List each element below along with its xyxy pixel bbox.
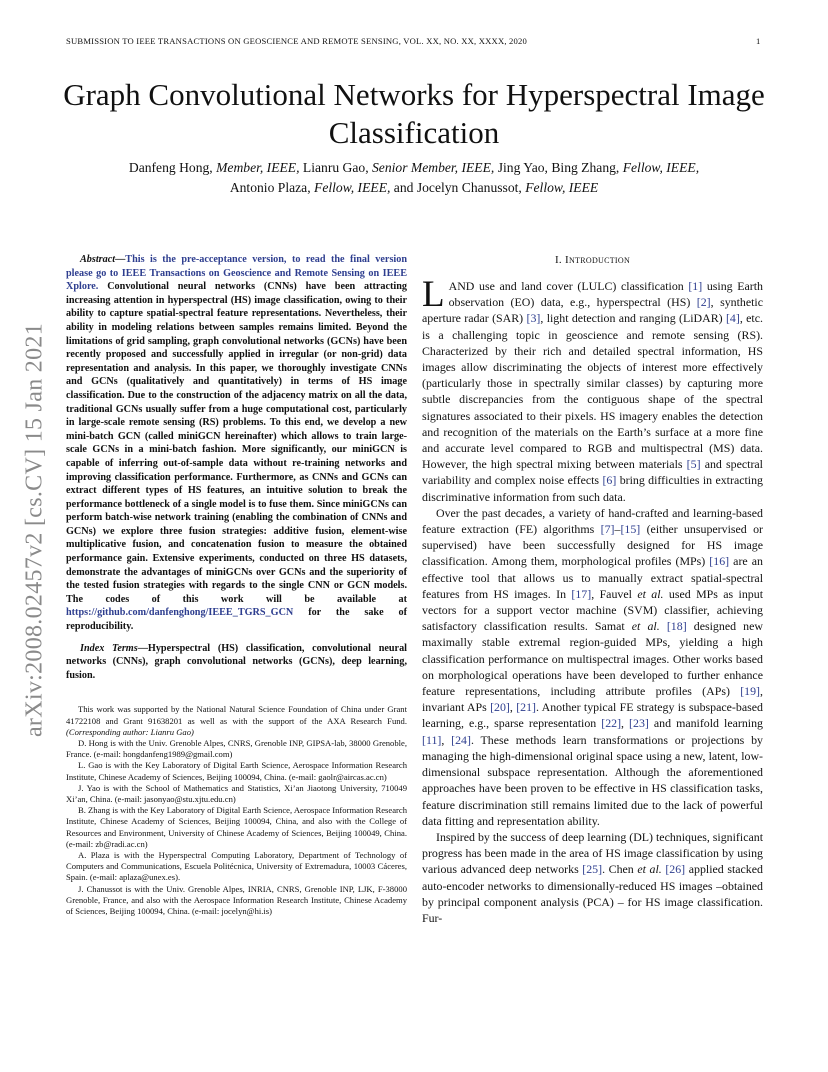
citation-link[interactable]: [5] <box>686 457 701 472</box>
et-al: et al. <box>637 586 664 601</box>
left-column <box>66 253 407 917</box>
text-run: , <box>621 716 630 731</box>
abstract-label: Abstract <box>80 254 116 265</box>
citation-link[interactable]: [17] <box>571 586 592 601</box>
footnote-chanussot: J. Chanussot is with the Univ. Grenoble Alpes, INRIA, CNRS, Grenoble INP, LJK, F-38000 Grenoble, France, and also with the Aerospace Information Research Institute, Chinese Academy of Sciences, Beijing 100094, China. (e-mail: jocelyn@hi.is) <box>66 883 407 917</box>
footnote-hong: D. Hong is with the Univ. Grenoble Alpes, CNRS, Grenoble INP, GIPSA-lab, 38000 Grenoble, France. (e-mail: hongdanfeng1989@gmail.com) <box>66 738 407 760</box>
citation-link[interactable]: [22] <box>601 716 622 731</box>
text-run: used MPs as input vectors for a support vector machine (SVM) classifier, achieving satisfactory classification results. Samat <box>422 586 763 634</box>
section-number: I. <box>554 254 566 266</box>
citation-link[interactable]: [6] <box>602 473 617 488</box>
text-run: . These methods learn transformations or projections by managing the high-dimensional original space using a new, latent, low-dimensional subspace representation. Although the aforementioned approaches have been proven to be effective in HS classification tasks, feature discrimination still remains limited due to the lack of powerful data fitting and representation ability. <box>422 732 763 828</box>
author-chanussot: and Jocelyn Chanussot, <box>390 180 526 195</box>
author-list <box>40 158 788 198</box>
text-run: – <box>614 522 621 537</box>
citation-link[interactable]: [24] <box>451 732 471 747</box>
author-gao-role: Senior Member, IEEE, <box>372 160 495 175</box>
intro-paragraph-2 <box>422 505 763 829</box>
citation-link[interactable]: [19] <box>740 684 761 699</box>
author-gao: Lianru Gao, <box>299 160 372 175</box>
author-hong-role: Member, IEEE, <box>216 160 300 175</box>
citation-link[interactable]: [15] <box>620 522 641 537</box>
footnote-plaza: A. Plaza is with the Hyperspectral Computing Laboratory, Department of Technology of Computers and Communications, Escuela Politécnica, University of Extremadura, 10003 Cáceres, Spain. (e-mail: aplaza@unex.es). <box>66 850 407 883</box>
author-zhang-role: Fellow, IEEE, <box>622 160 700 175</box>
section-heading-introduction <box>422 253 763 267</box>
citation-link[interactable]: [16] <box>709 554 730 569</box>
index-terms-dash: — <box>137 642 148 654</box>
text-run: using Earth observation (EO) data, e.g., hyperspectral (HS) <box>448 279 763 310</box>
text-run: and spectral variability and complex noise effects <box>422 457 763 488</box>
text-run: , Fauvel <box>591 586 638 601</box>
text-run: (either unsupervised or supervised) have been successfully designed for HS image classification. Among them, morphological profiles (MPs) <box>422 522 763 569</box>
citation-link[interactable]: [2] <box>696 295 711 310</box>
text-run: and manifold learning <box>648 716 763 731</box>
author-plaza-role: Fellow, IEEE, <box>314 180 391 195</box>
text-run: , light detection and ranging (LiDAR) <box>540 311 726 326</box>
text-run: . Another typical FE strategy is subspace-based learning, e.g., sparse representation <box>422 700 763 731</box>
index-terms-label: Index Terms <box>80 642 138 654</box>
text-run: , invariant APs <box>422 684 763 715</box>
et-al: et al. <box>631 619 660 634</box>
text-run: Inspired by the success of deep learning (DL) techniques, significant progress has been made in the area of HS image classification by using various advanced deep networks <box>422 829 763 877</box>
text-run <box>660 619 667 633</box>
right-column <box>422 253 763 926</box>
intro-paragraph-3 <box>422 829 763 926</box>
citation-link[interactable]: [18] <box>666 619 687 634</box>
text-run: AND use and land cover (LULC) classification <box>448 279 689 293</box>
index-terms <box>66 642 407 683</box>
text-run: . Chen <box>602 862 638 877</box>
citation-link[interactable]: [26] <box>665 862 686 877</box>
citation-link[interactable]: [4] <box>725 311 740 326</box>
text-run: , synthetic aperture radar (SAR) <box>422 295 763 326</box>
author-chanussot-role: Fellow, IEEE <box>525 180 599 195</box>
intro-paragraph-1 <box>422 274 763 505</box>
code-link[interactable]: https://github.com/danfenghong/IEEE_TGRS_GCN <box>66 607 294 619</box>
abstract-dash: — <box>115 254 126 265</box>
running-header: SUBMISSION TO IEEE TRANSACTIONS ON GEOSCIENCE AND REMOTE SENSING, VOL. XX, NO. XX, XXXX, 2020 <box>66 36 528 46</box>
citation-link[interactable]: [23] <box>629 716 649 731</box>
page-number: 1 <box>756 36 761 46</box>
footnote-yao: J. Yao is with the School of Mathematics and Statistics, Xi’an Jiaotong University, 710049 Xi’an, China. (e-mail: jasonyao@stu.xjtu.edu.cn) <box>66 782 407 805</box>
text-run: , etc. is a challenging topic in geoscience and remote sensing (RS). Characterized by their rich and detailed spectral information, HS images allow discriminating the objects of interest more effectively (particularly those in spectrally similar classes) by capturing more subtle discrepancies from the contiguous shape of the spectral signatures associated to their pixels. HS imagery enables the detection and recognition of the materials on the Earth’s surface at a more fine and accurate level compared to RGB and multispectral (MS) data. However, the high spectral mixing between materials <box>422 311 763 472</box>
section-title: Introduction <box>565 254 631 266</box>
citation-link[interactable]: [20] <box>490 700 510 715</box>
footnote-zhang: B. Zhang is with the Key Laboratory of Digital Earth Science, Aerospace Information Research Institute, Chinese Academy of Sciences, Beijing 100094, China, and also with the College of Resources and Environment, University of Chinese Academy of Sciences, Beijing 100049, China. (e-mail: zb@radi.ac.cn) <box>66 805 407 849</box>
footnote-funding-text: This work was supported by the National Natural Science Foundation of China under Grant 41722108 and Grant 91638201 as well as with the support of the AXA Research Fund. <box>66 704 407 726</box>
citation-link[interactable]: [11] <box>422 732 442 747</box>
abstract <box>66 253 407 634</box>
abstract-version-note[interactable]: This is the pre-acceptance version, to read the final version please go to IEEE Transactions on Geoscience and Remote Sensing on IEEE Xplore. <box>66 254 407 293</box>
text-run: Over the past decades, a variety of hand-crafted and learning-based feature extraction (FE) algorithms <box>422 505 763 537</box>
drop-cap: L <box>422 274 445 315</box>
text-run: bring difficulties in extracting discriminative information from such data. <box>422 473 763 504</box>
author-plaza: Antonio Plaza, <box>229 180 315 195</box>
et-al: et al. <box>637 862 662 877</box>
text-run: are an effective tool that allows us to manually extract spatial-spectral features from HS images. In <box>422 554 763 601</box>
abstract-tail: for the sake of reproducibility. <box>66 607 407 633</box>
author-hong: Danfeng Hong, <box>128 160 217 175</box>
text-run: designed new maximally stable extremal region-guided MPs, yielding a high classification performance on multispectral images. Other works based on morphological operations have been developed to further enhance feature representations, including attribute profiles (APs) <box>422 619 763 699</box>
paper-title: Graph Convolutional Networks for Hyperspectral Image Classification <box>63 77 765 150</box>
citation-link[interactable]: [1] <box>688 279 703 293</box>
citation-link[interactable]: [21] <box>516 700 536 715</box>
citation-link[interactable]: [25] <box>582 862 603 877</box>
text-run: , <box>509 700 517 715</box>
footnote-gao: L. Gao is with the Key Laboratory of Digital Earth Science, Aerospace Information Research Institute, Chinese Academy of Sciences, Beijing 100094, China. (e-mail: gaolr@aircas.ac.cn) <box>66 760 407 782</box>
text-run: applied stacked auto-encoder networks to dimensionally-reduced HS images –obtained by principal component analysis (PCA) – for HS image classification. Fur- <box>422 862 763 925</box>
footnote-funding <box>66 704 407 738</box>
arxiv-stamp-text: arXiv:2008.02457v2 [cs.CV] 15 Jan 2021 <box>21 322 48 738</box>
index-terms-text: Hyperspectral (HS) classification, convolutional neural networks (CNNs), graph convolutional networks (GCNs), deep learning, fusion. <box>66 642 407 681</box>
citation-link[interactable]: [3] <box>526 311 541 326</box>
arxiv-stamp <box>18 300 52 760</box>
text-run: , <box>441 732 452 747</box>
citation-link[interactable]: [7] <box>600 522 615 537</box>
footnote-corresponding: (Corresponding author: Lianru Gao) <box>66 726 194 737</box>
author-yao-zhang: Jing Yao, Bing Zhang, <box>494 160 623 175</box>
abstract-text: Convolutional neural networks (CNNs) have been attracting increasing attention in hyperspectral (HS) image classification, owing to their ability to capture spatial-spectral feature representations. Nevertheless, their ability in modeling relations between samples remains limited. Beyond the limitations of grid sampling, graph convolutional networks (GCNs) have been recently proposed and successfully applied in irregular (or non-grid) data representation and analysis. In this paper, we thoroughly investigate CNNs and GCNs (qualitatively and quantitatively) in terms of HS image classification. Due to the construction of the adjacency matrix on all the data, traditional GCNs usually suffer from a huge computational cost, particularly in large-scale remote sensing (RS) problems. To this end, we develop a new mini-batch GCN (called miniGCN hereinafter) which allows to train large-scale GCNs in a mini-batch fashion. More significantly, our miniGCN is capable of inferring out-of-sample data without re-training networks and improving classification performance. Furthermore, as CNNs and GCNs can extract different types of HS features, an intuitive solution to break the performance bottleneck of a single model is to fuse them. Since miniGCNs can perform batch-wise network training (enabling the combination of CNNs and GCNs) we explore three fusion strategies: additive fusion, element-wise multiplicative fusion, and concatenation fusion to measure the obtained performance gain. Extensive experiments, conducted on three HS datasets, demonstrate the advantages of miniGCNs over GCNs and the superiority of the tested fusion strategies with regards to the single CNN or GCN models. The codes of this work will be available at <box>66 281 407 605</box>
